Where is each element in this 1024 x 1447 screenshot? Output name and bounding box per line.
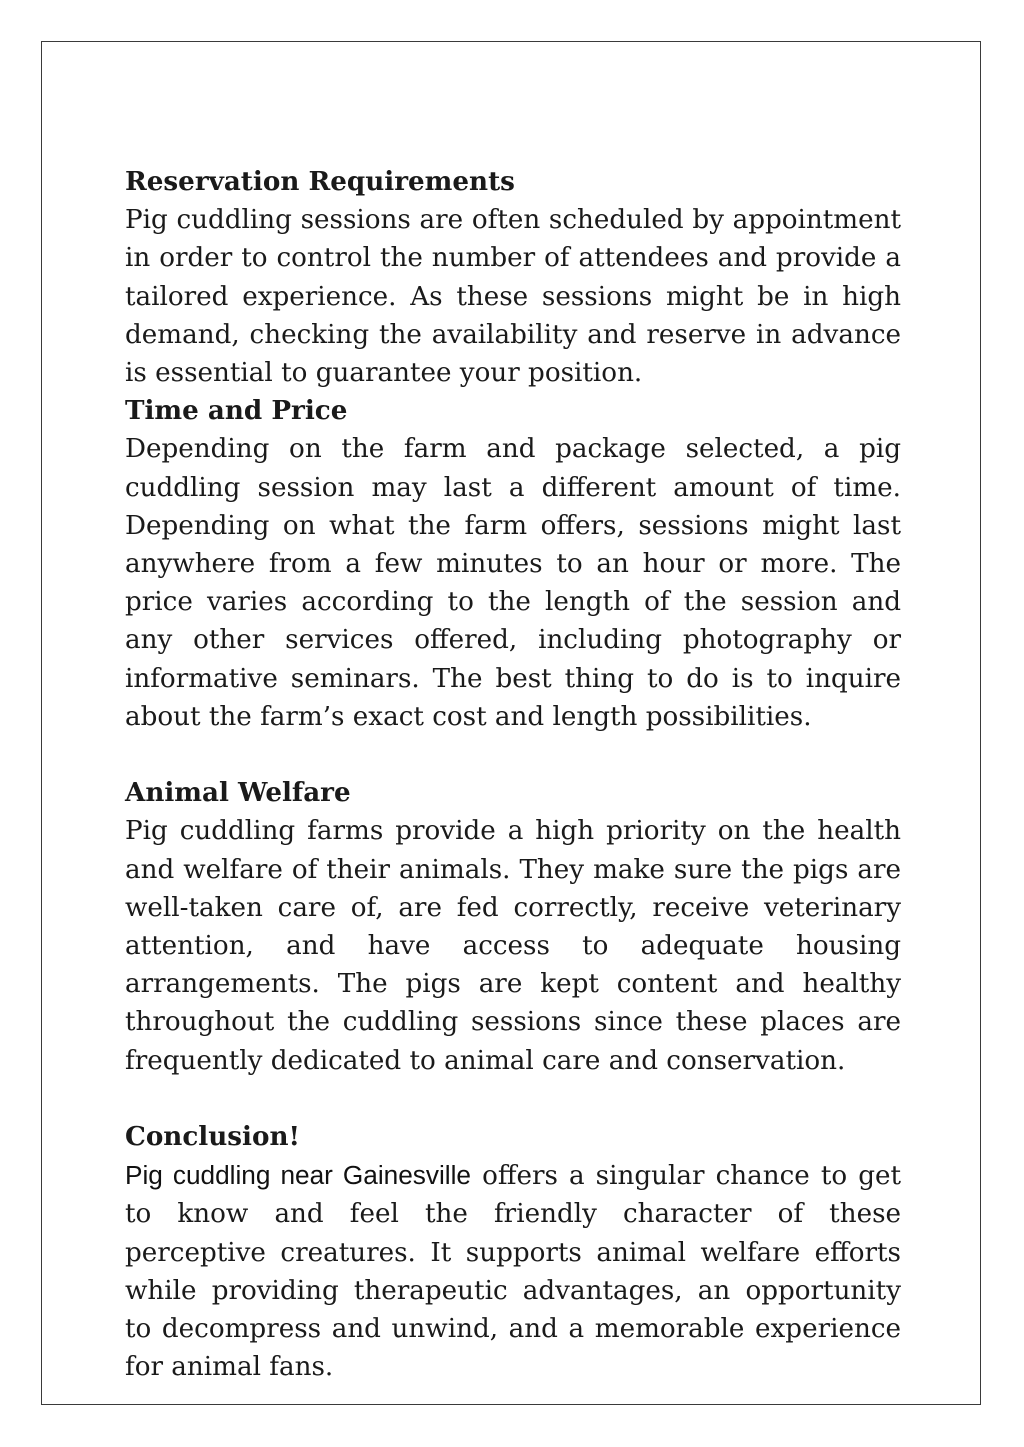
paragraph-spacer	[125, 736, 901, 774]
document-page	[41, 41, 981, 1405]
paragraph-spacer	[125, 1080, 901, 1118]
section-heading-reservation: Reservation Requirements	[125, 166, 515, 197]
section-heading-time-price: Time and Price	[125, 395, 348, 427]
document-content	[125, 163, 901, 1386]
section-body-reservation: Pig cuddling sessions are often scheduled by appointment in order to control the number of attendees and provide a tailored experience. As these sessions might be in high demand, checking the availability and reserve in advance is essential to guarantee your position.	[125, 205, 901, 389]
gainesville-link[interactable]: Pig cuddling near Gainesville	[125, 1160, 471, 1191]
section-heading-conclusion: Conclusion!	[125, 1121, 300, 1153]
section-heading-animal-welfare: Animal Welfare	[125, 777, 351, 809]
conclusion-text: offers a singular chance to get to know and feel the friendly character of these perceptive creatures. It supports animal welfare efforts while providing therapeutic advantages, an opportunity to decompress and unwind, and a memorable experience for animal fans.	[125, 1161, 901, 1383]
section-body-conclusion	[125, 1156, 901, 1386]
section-body-animal-welfare: Pig cuddling farms provide a high priority on the health and welfare of their animals. They make sure the pigs are well-taken care of, are fed correctly, receive veterinary attention, and have access to adequate housing arrangements. The pigs are kept content and healthy throughout the cuddling sessions since these places are frequently dedicated to animal care and conservation.	[125, 816, 901, 1076]
section-body-time-price: Depending on the farm and package selected, a pig cuddling session may last a different amount of time. Depending on what the farm offers, sessions might last anywhere from a few minutes to an hour or more. The price varies according to the length of the session and any other services offered, including photography or informative seminars. The best thing to do is to inquire about the farm’s exact cost and length possibilities.	[125, 434, 901, 732]
